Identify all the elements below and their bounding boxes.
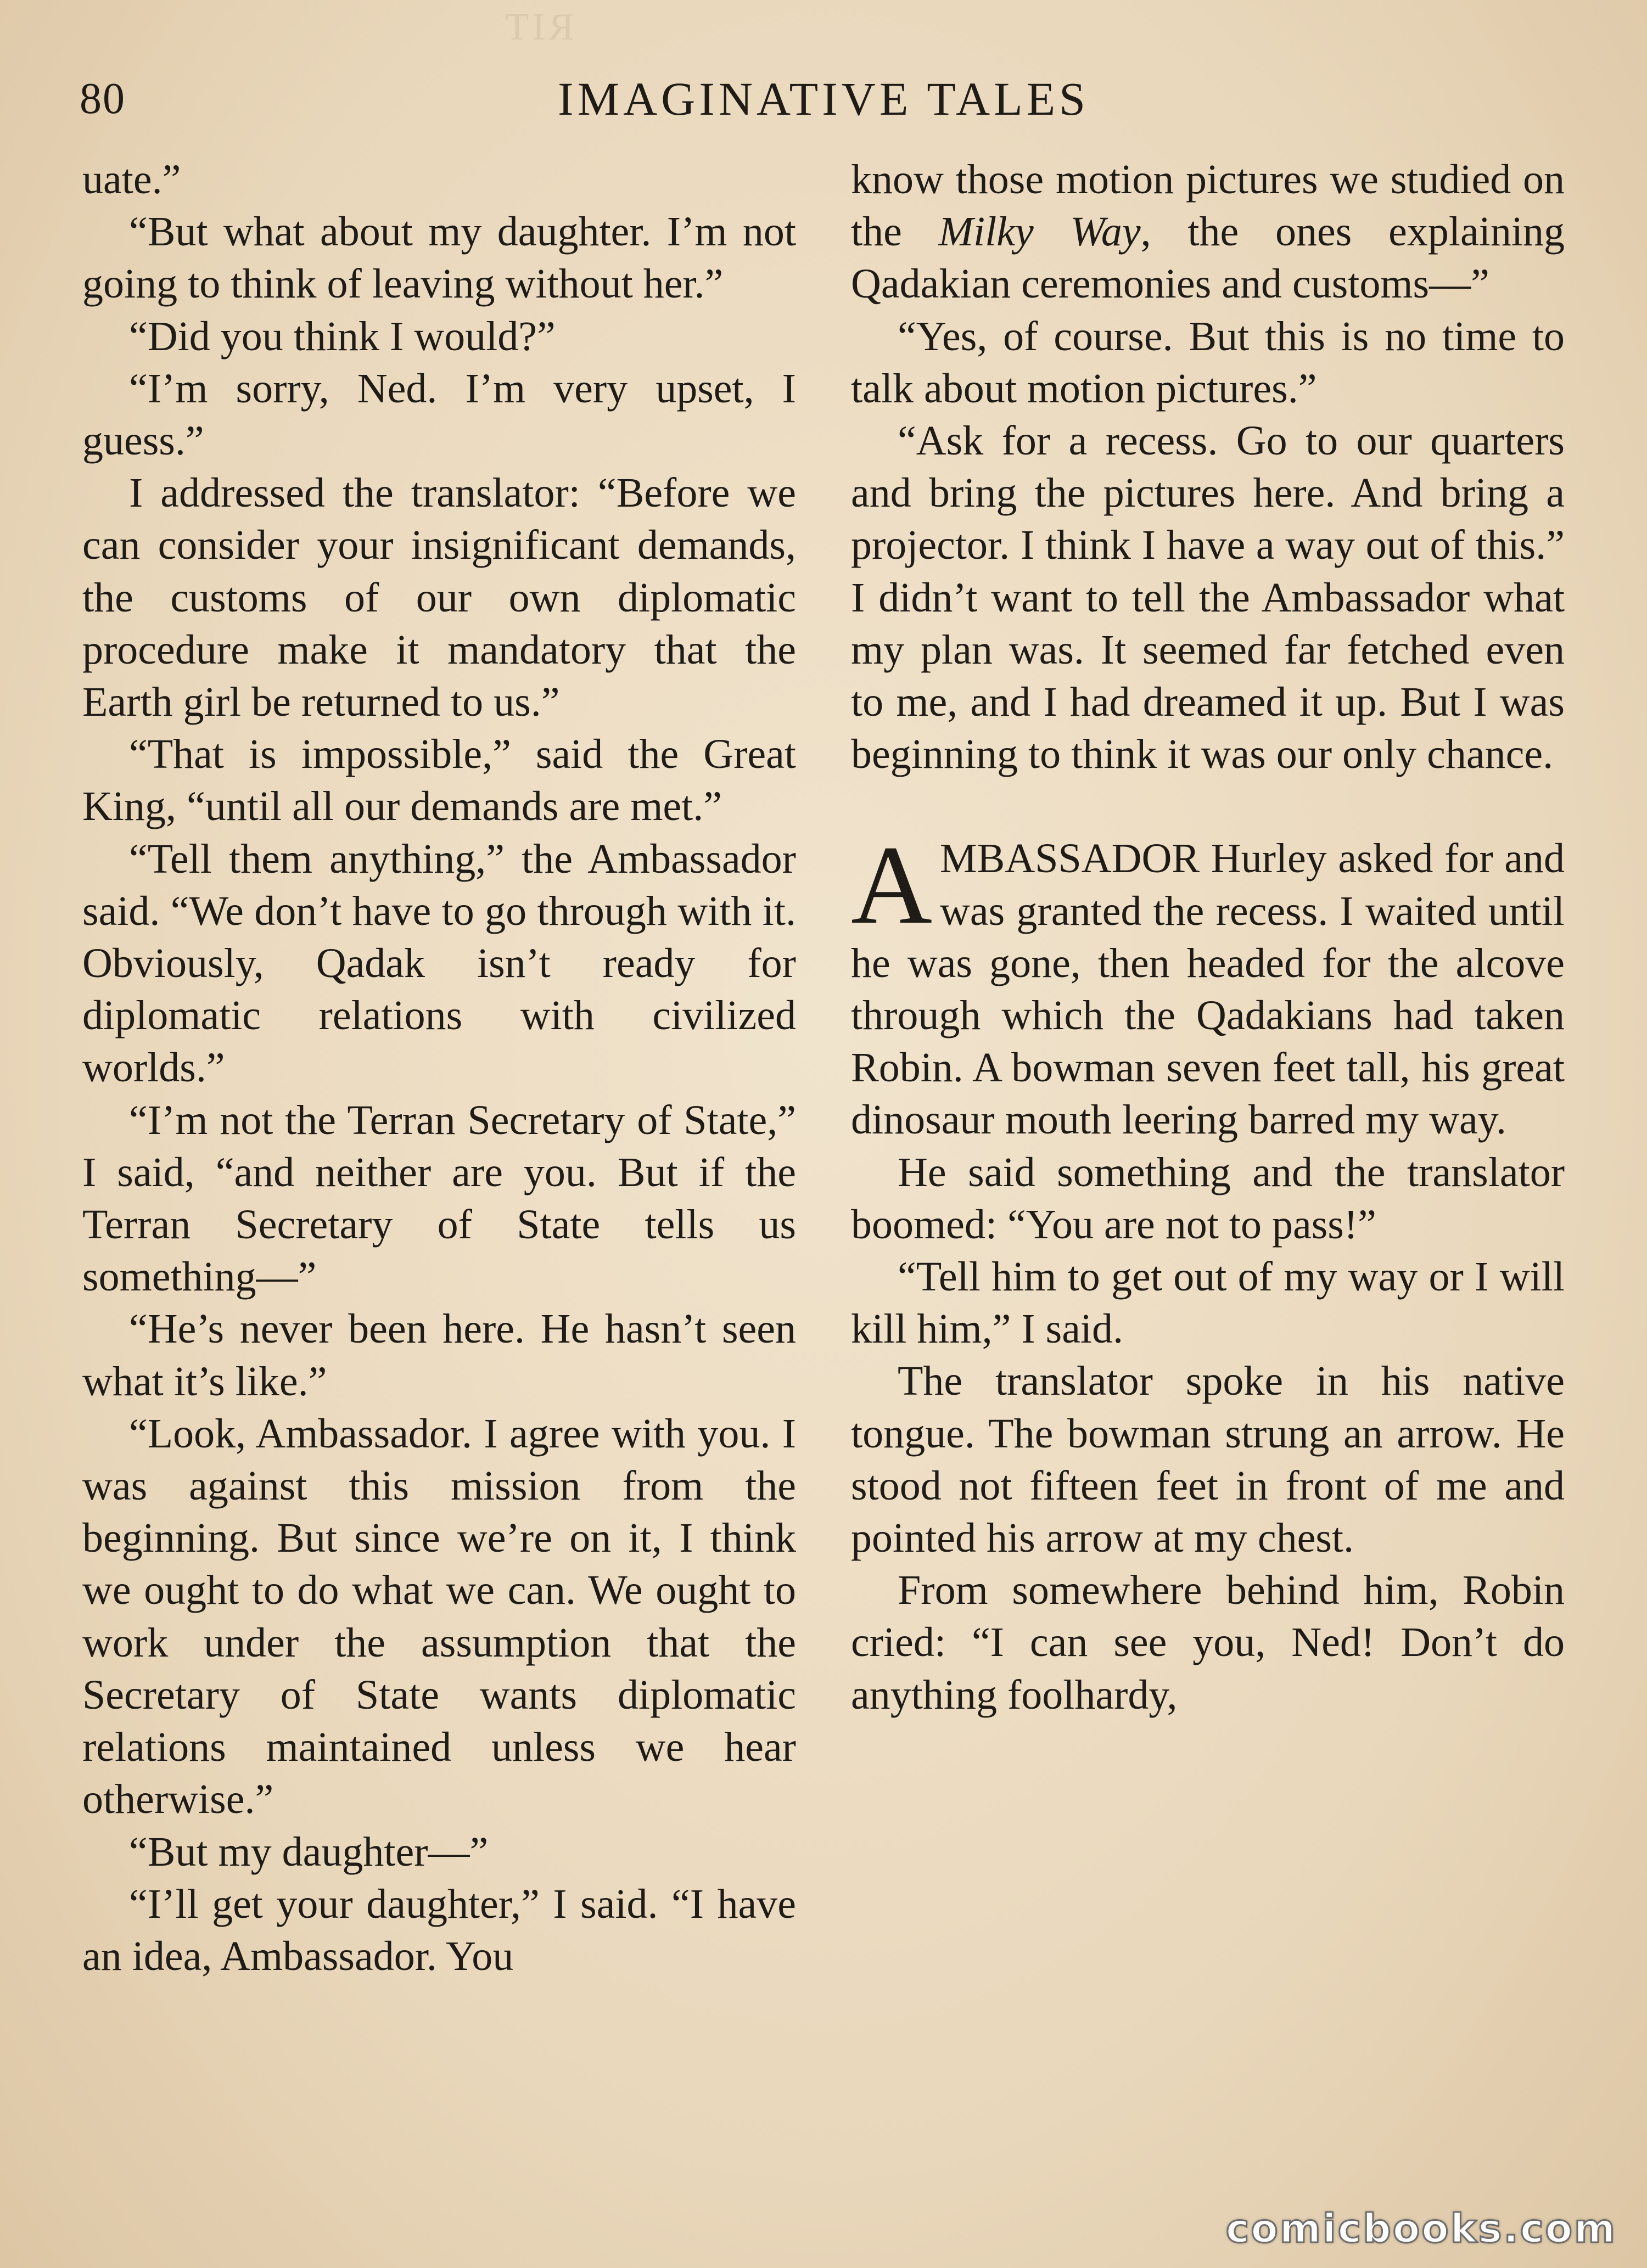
- drop-cap: A: [851, 823, 933, 948]
- text-run: MBASSADOR Hurley asked for and was granted the recess. I waited until he was gone, then headed for the alcove through which the Qadakians had taken Robin. A bowman seven feet tall, his great dinosaur mouth leering barred my way.: [851, 835, 1565, 1143]
- paragraph: “He’s never been here. He hasn’t seen what it’s like.”: [82, 1306, 796, 1405]
- section-opening-paragraph: [851, 823, 1565, 1146]
- paragraph: “That is impossible,” said the Great King, “until all our demands are met.”: [82, 731, 796, 830]
- paragraph: The translator spoke in his native tongue. The bowman strung an arrow. He stood not fifteen feet in front of me and pointed his arrow at my chest.: [851, 1358, 1565, 1562]
- ship-name: Milky Way: [938, 209, 1141, 255]
- paragraph: “I’m sorry, Ned. I’m very upset, I guess.”: [82, 365, 796, 464]
- paragraph: “Ask for a recess. Go to our quarters and bring the pictures here. And bring a projector. I think I have a way out of this.” I didn’t want to tell the Ambassador what my plan was. It seemed far fetched even to me, and I had dreamed it up. But I was beginning to think it was our only chance.: [851, 418, 1565, 778]
- text-run: , the ones explaining Qadakian ceremonies and customs—”: [851, 209, 1565, 307]
- running-title: IMAGINATIVE TALES: [557, 72, 1090, 125]
- text-run: know those motion pictures we studied on the: [851, 156, 1565, 255]
- paragraph: I addressed the translator: “Before we can consider your insignificant demands, the customs of our own diplomatic procedure make it mandatory that the Earth girl be returned to us.”: [82, 470, 796, 726]
- paragraph: “I’ll get your daughter,” I said. “I have an idea, Ambassador. You: [82, 1880, 796, 1979]
- page-header: [80, 63, 1567, 129]
- paragraph: “Yes, of course. But this is no time to talk about motion pictures.”: [851, 313, 1565, 412]
- left-column: [82, 154, 796, 1983]
- paragraph: “Look, Ambassador. I agree with you. I was against this mission from the beginning. But since we’re on it, I think we ought to do what we can. We ought to work under the assumption that the Secretary of State wants diplomatic relations maintained unless we hear otherwise.”: [82, 1410, 796, 1823]
- paragraph: “Tell him to get out of my way or I will kill him,” I said.: [851, 1254, 1565, 1352]
- page-number: 80: [80, 75, 126, 123]
- paragraph: “Tell them anything,” the Ambassador said. “We don’t have to go through with it. Obviously, Qadak isn’t ready for diplomatic relations with civilized worlds.”: [82, 835, 796, 1091]
- paragraph: From somewhere behind him, Robin cried: “I can see you, Ned! Don’t do anything foolhardy,: [851, 1567, 1565, 1718]
- paragraph: “I’m not the Terran Secretary of State,” I said, “and neither are you. But if the Terran Secretary of State tells us something—”: [82, 1097, 796, 1300]
- paragraph: “But my daughter—”: [129, 1828, 489, 1875]
- paragraph: He said something and the translator boomed: “You are not to pass!”: [851, 1149, 1565, 1248]
- paragraph: “But what about my daughter. I’m not going to think of leaving without her.”: [82, 209, 796, 307]
- paragraph: [851, 154, 1565, 311]
- paragraph: uate.”: [82, 156, 181, 203]
- right-column: [851, 154, 1565, 1721]
- paragraph: “Did you think I would?”: [129, 313, 556, 360]
- watermark: comicbooks.com: [1225, 2205, 1617, 2252]
- show-through-text: RIT: [502, 6, 574, 48]
